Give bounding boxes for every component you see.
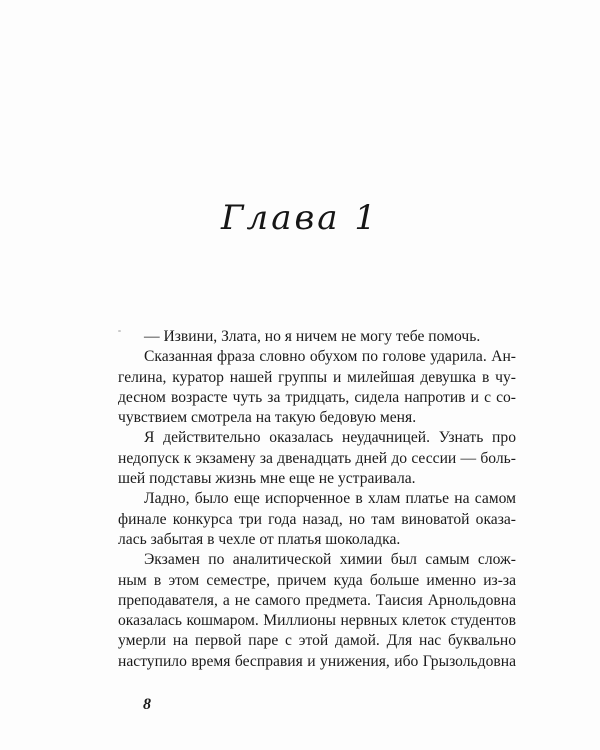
text-line: финале конкурса три года назад, но там виноватой оказа- xyxy=(118,510,516,528)
text-line: Я действительно оказалась неудачницей. Узнать про xyxy=(144,429,516,447)
text-line: оказалась кошмаром. Миллионы нервных клеток студентов xyxy=(118,612,516,630)
chapter-title: Глава 1 xyxy=(221,198,379,238)
page-number: 8 xyxy=(143,696,151,713)
text-line: Ладно, было еще испорченное в хлам платье на самом xyxy=(144,490,516,508)
text-line: ным в этом семестре, причем куда больше именно из-за xyxy=(118,571,516,589)
text-line: Экзамен по аналитической химии был самым слож- xyxy=(144,551,516,569)
text-line: десном возрасте чуть за тридцать, сидела напротив и с со- xyxy=(118,388,516,406)
text-line: — Извини, Злата, но я ничем не могу тебе помочь. xyxy=(144,328,481,345)
text-line: умерли на первой паре с этой дамой. Для нас буквально xyxy=(118,632,516,650)
chapter-body-text xyxy=(118,327,516,672)
text-line: недопуск к экзамену за двенадцать дней до сессии — боль- xyxy=(118,449,516,467)
text-line: наступило время бесправия и унижения, ибо Грызольдовна xyxy=(118,652,516,670)
text-line: Сказанная фраза словно обухом по голове ударила. Ан- xyxy=(144,348,516,366)
text-line: чувствием смотрела на такую бедовую меня. xyxy=(118,409,417,427)
text-line: преподавателя, а не самого предмета. Таисия Арнольдовна xyxy=(118,591,516,609)
text-line: шей подставы жизнь мне еще не устраивала. xyxy=(118,470,416,488)
text-line: лась забытая в чехле от платья шоколадка. xyxy=(118,530,401,548)
text-line: гелина, куратор нашей группы и милейшая девушка в чу- xyxy=(118,368,516,386)
